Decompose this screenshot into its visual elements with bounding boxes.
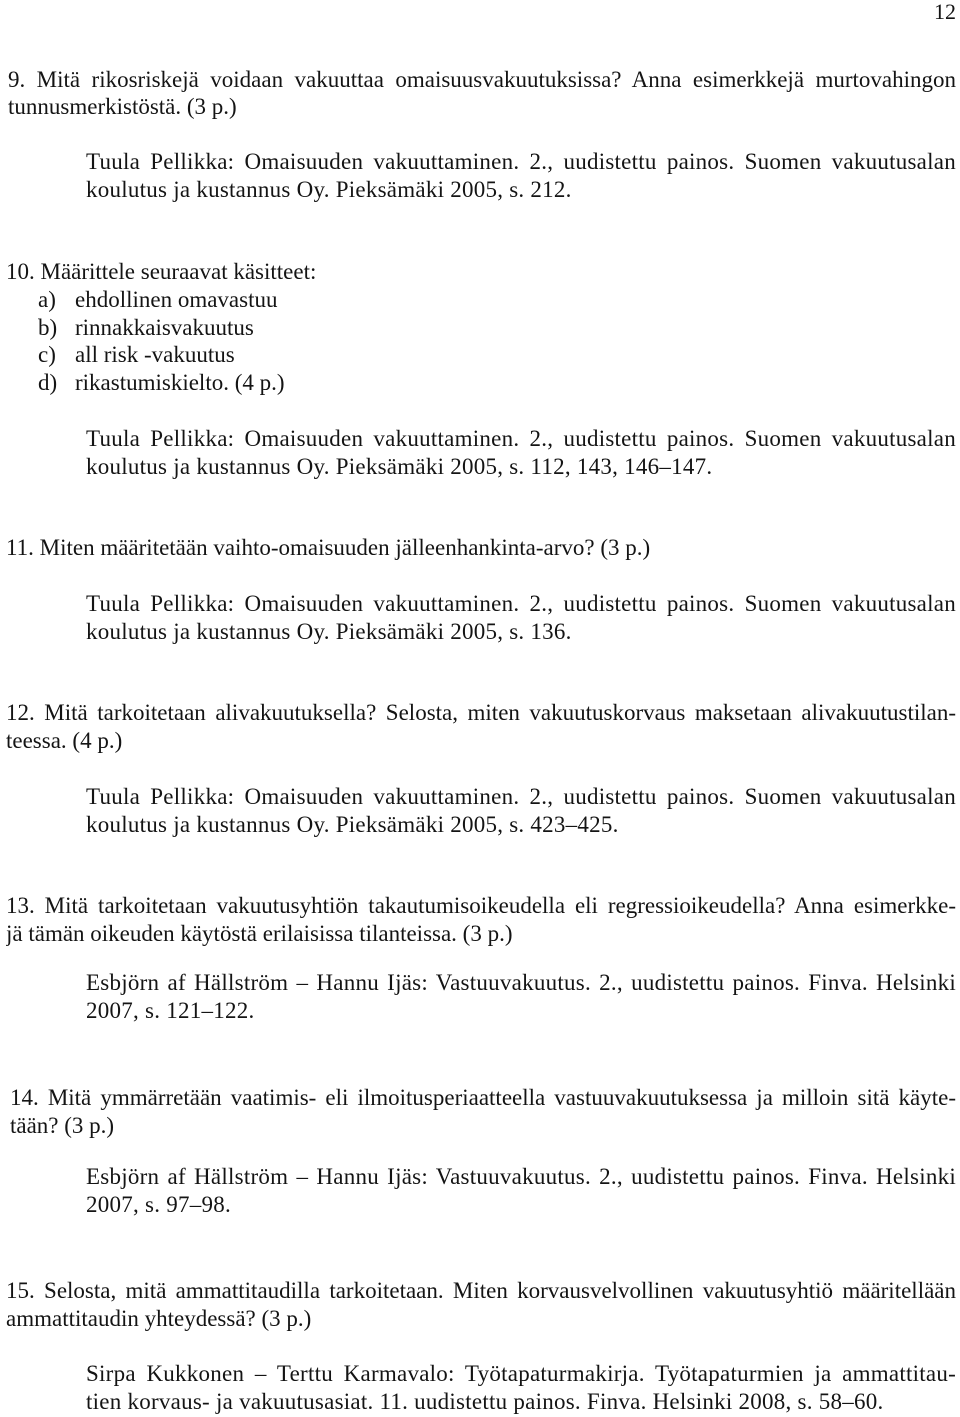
question-12-text-line-2: teessa. (4 p.) (6, 728, 123, 753)
question-9-text-line-2: tunnusmerkistöstä. (3 p.) (8, 94, 237, 119)
question-11-text-line-1: 11. Miten määritetään vaihto-omaisuuden jälleenhankinta-arvo? (3 p.) (6, 535, 651, 560)
page-number: 12 (934, 0, 956, 24)
question-15-reference-line-1: Sirpa Kukkonen – Terttu Karmavalo: Työtapaturmakirja. Työtapaturmien ja ammattitau- (86, 1361, 956, 1386)
item-text: ehdollinen omavastuu (75, 287, 278, 312)
question-14-text-line-1: 14. Mitä ymmärretään vaatimis- eli ilmoitusperiaatteella vastuuvakuutuksessa ja milloin sitä käyte- (10, 1085, 956, 1110)
question-11-reference-line-1: Tuula Pellikka: Omaisuuden vakuuttaminen. 2., uudistettu painos. Suomen vakuutusalan (86, 591, 956, 616)
question-13-reference-line-2: 2007, s. 121–122. (86, 998, 255, 1023)
item-label: d) (38, 370, 58, 395)
question-12-reference-line-2: koulutus ja kustannus Oy. Pieksämäki 2005, s. 423–425. (86, 812, 619, 837)
question-14-reference-line-2: 2007, s. 97–98. (86, 1192, 231, 1217)
question-13-text-line-1: 13. Mitä tarkoitetaan vakuutusyhtiön takautumisoikeudella eli regressioikeudella? Anna esimerkke- (6, 893, 956, 918)
question-13-reference-line-1: Esbjörn af Hällström – Hannu Ijäs: Vastuuvakuutus. 2., uudistettu painos. Finva. Helsinki (86, 970, 956, 995)
question-9-reference-line-1: Tuula Pellikka: Omaisuuden vakuuttaminen. 2., uudistettu painos. Suomen vakuutusalan (86, 149, 956, 174)
item-text: rikastumiskielto. (4 p.) (75, 370, 285, 395)
item-text: rinnakkaisvakuutus (75, 315, 254, 340)
question-9-text-line-1: 9. Mitä rikosriskejä voidaan vakuuttaa omaisuusvakuutuksissa? Anna esimerkkejä murtovahingon (8, 67, 956, 92)
question-14-reference-line-1: Esbjörn af Hällström – Hannu Ijäs: Vastuuvakuutus. 2., uudistettu painos. Finva. Helsinki (86, 1164, 956, 1189)
question-12-reference-line-1: Tuula Pellikka: Omaisuuden vakuuttaminen. 2., uudistettu painos. Suomen vakuutusalan (86, 784, 956, 809)
question-10-reference-line-1: Tuula Pellikka: Omaisuuden vakuuttaminen. 2., uudistettu painos. Suomen vakuutusalan (86, 426, 956, 451)
question-10-text-line-1: 10. Määrittele seuraavat käsitteet: (6, 259, 317, 284)
question-9-reference-line-2: koulutus ja kustannus Oy. Pieksämäki 2005, s. 212. (86, 177, 572, 202)
question-12-text-line-1: 12. Mitä tarkoitetaan alivakuutuksella? Selosta, miten vakuutuskorvaus maksetaan alivakuutustilan- (6, 700, 956, 725)
question-14-text-line-2: tään? (3 p.) (10, 1113, 115, 1138)
question-13-text-line-2: jä tämän oikeuden käytöstä erilaisissa tilanteissa. (3 p.) (6, 921, 513, 946)
question-10-item-a (38, 286, 956, 314)
question-15-reference-line-2: tien korvaus- ja vakuutusasiat. 11. uudistettu painos. Finva. Helsinki 2008, s. 58–60. (86, 1389, 884, 1414)
question-11-reference-line-2: koulutus ja kustannus Oy. Pieksämäki 2005, s. 136. (86, 619, 572, 644)
item-text: all risk -vakuutus (75, 342, 235, 367)
question-15-text-line-1: 15. Selosta, mitä ammattitaudilla tarkoitetaan. Miten korvausvelvollinen vakuutusyhtiö määritellään (6, 1278, 956, 1303)
question-10-item-d (38, 369, 956, 397)
question-10-reference-line-2: koulutus ja kustannus Oy. Pieksämäki 2005, s. 112, 143, 146–147. (86, 454, 713, 479)
question-10-item-b (38, 314, 956, 342)
question-10-item-c (38, 341, 956, 369)
item-label: a) (38, 287, 56, 312)
question-15-text-line-2: ammattitaudin yhteydessä? (3 p.) (6, 1306, 312, 1331)
item-label: c) (38, 342, 56, 367)
item-label: b) (38, 315, 58, 340)
